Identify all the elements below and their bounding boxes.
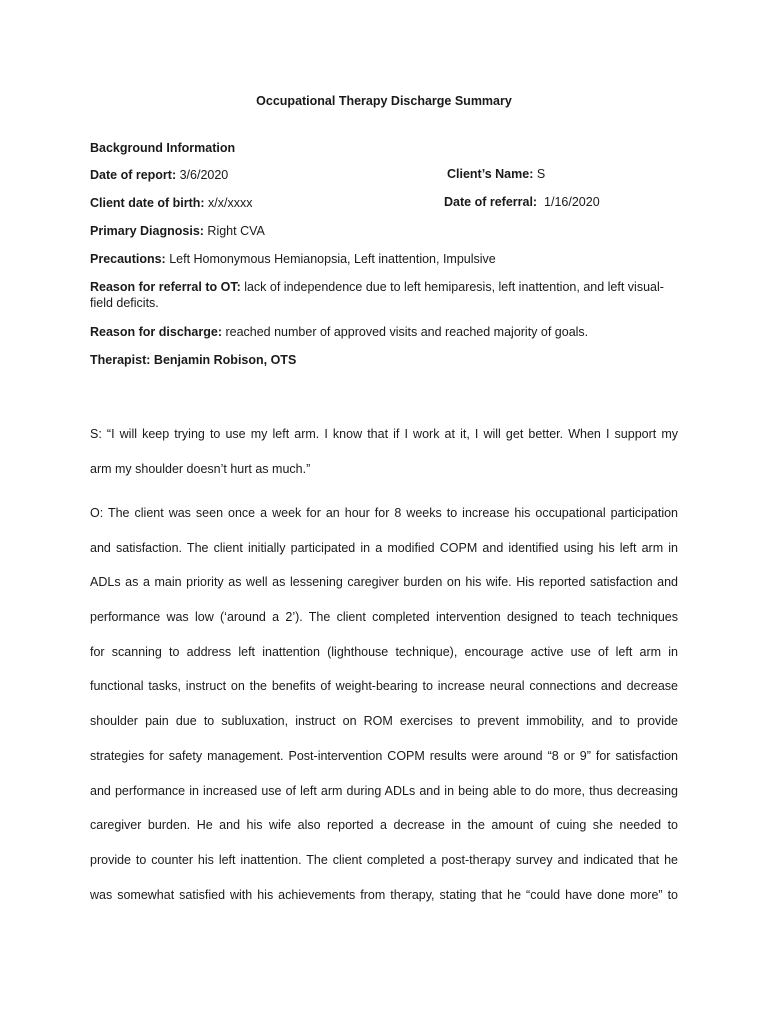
therapist-value: Benjamin Robison, OTS <box>150 353 297 367</box>
objective-line: for scanning to address left inattention (lighthouse technique), encourage active use of left arm in <box>90 644 678 659</box>
reason-referral-value: lack of independence due to left hemiparesis, left inattention, and left visual- <box>240 280 664 294</box>
reason-discharge-label: Reason for discharge: <box>90 325 222 339</box>
reason-discharge-field <box>90 324 588 340</box>
date-of-report-label: Date of report: <box>90 168 177 182</box>
clients-name-field <box>447 167 545 181</box>
document-title: Occupational Therapy Discharge Summary <box>256 94 512 108</box>
date-of-referral-field <box>444 195 600 209</box>
objective-line: was somewhat satisfied with his achievements from therapy, stating that he “could have done more” to <box>90 887 678 902</box>
date-of-report-value: 3/6/2020 <box>176 168 229 182</box>
precautions-value: Left Homonymous Hemianopsia, Left inattention, Impulsive <box>165 252 496 266</box>
primary-diagnosis-label: Primary Diagnosis: <box>90 224 204 238</box>
precautions-label: Precautions: <box>90 252 166 266</box>
objective-line: O: The client was seen once a week for an hour for 8 weeks to increase his occupational participation <box>90 506 678 520</box>
clients-name-label: Client’s Name: <box>447 167 534 181</box>
client-dob-field <box>90 195 253 211</box>
reason-referral-continuation: field deficits. <box>90 296 159 310</box>
objective-line: and satisfaction. The client initially participated in a modified COPM and identified using his left arm in <box>90 540 678 555</box>
primary-diagnosis-field <box>90 223 265 239</box>
objective-line: and performance in increased use of left arm during ADLs and in being able to do more, thus decreasing <box>90 783 678 798</box>
background-heading: Background Information <box>90 141 236 155</box>
therapist-field <box>90 352 296 368</box>
subjective-line: S: “I will keep trying to use my left arm. I know that if I work at it, I will get better. When I support my <box>90 427 678 441</box>
objective-line: performance was low (‘around a 2’). The client completed intervention designed to teach techniques <box>90 610 678 625</box>
objective-paragraph <box>90 505 678 921</box>
objective-line: ADLs as a main priority as well as lessening caregiver burden on his wife. His reported satisfaction and <box>90 575 678 590</box>
objective-line: provide to counter his left inattention. The client completed a post-therapy survey and indicated that he <box>90 852 678 867</box>
date-of-report-field <box>90 167 228 183</box>
primary-diagnosis-value: Right CVA <box>203 224 265 238</box>
date-of-referral-label: Date of referral: <box>444 195 538 209</box>
date-of-referral-value: 1/16/2020 <box>537 195 600 209</box>
reason-referral-label: Reason for referral to OT: <box>90 280 241 294</box>
therapist-label: Therapist: <box>90 353 151 367</box>
reason-referral-field <box>90 279 664 295</box>
objective-line: functional tasks, instruct on the benefits of weight-bearing to increase neural connections and decrease <box>90 679 678 694</box>
clients-name-value: S <box>533 167 546 181</box>
precautions-field <box>90 251 496 267</box>
client-dob-value: x/x/xxxx <box>204 196 253 210</box>
reason-discharge-value: reached number of approved visits and reached majority of goals. <box>221 325 589 339</box>
subjective-paragraph <box>90 426 678 495</box>
objective-line: caregiver burden. He and his wife also reported a decrease in the amount of cuing she needed to <box>90 818 678 833</box>
objective-line: shoulder pain due to subluxation, instruct on ROM exercises to prevent immobility, and to provide <box>90 714 678 729</box>
subjective-line: arm my shoulder doesn’t hurt as much.” <box>90 461 311 476</box>
client-dob-label: Client date of birth: <box>90 196 205 210</box>
objective-line: strategies for safety management. Post-intervention COPM results were around “8 or 9” for satisfaction <box>90 748 678 763</box>
